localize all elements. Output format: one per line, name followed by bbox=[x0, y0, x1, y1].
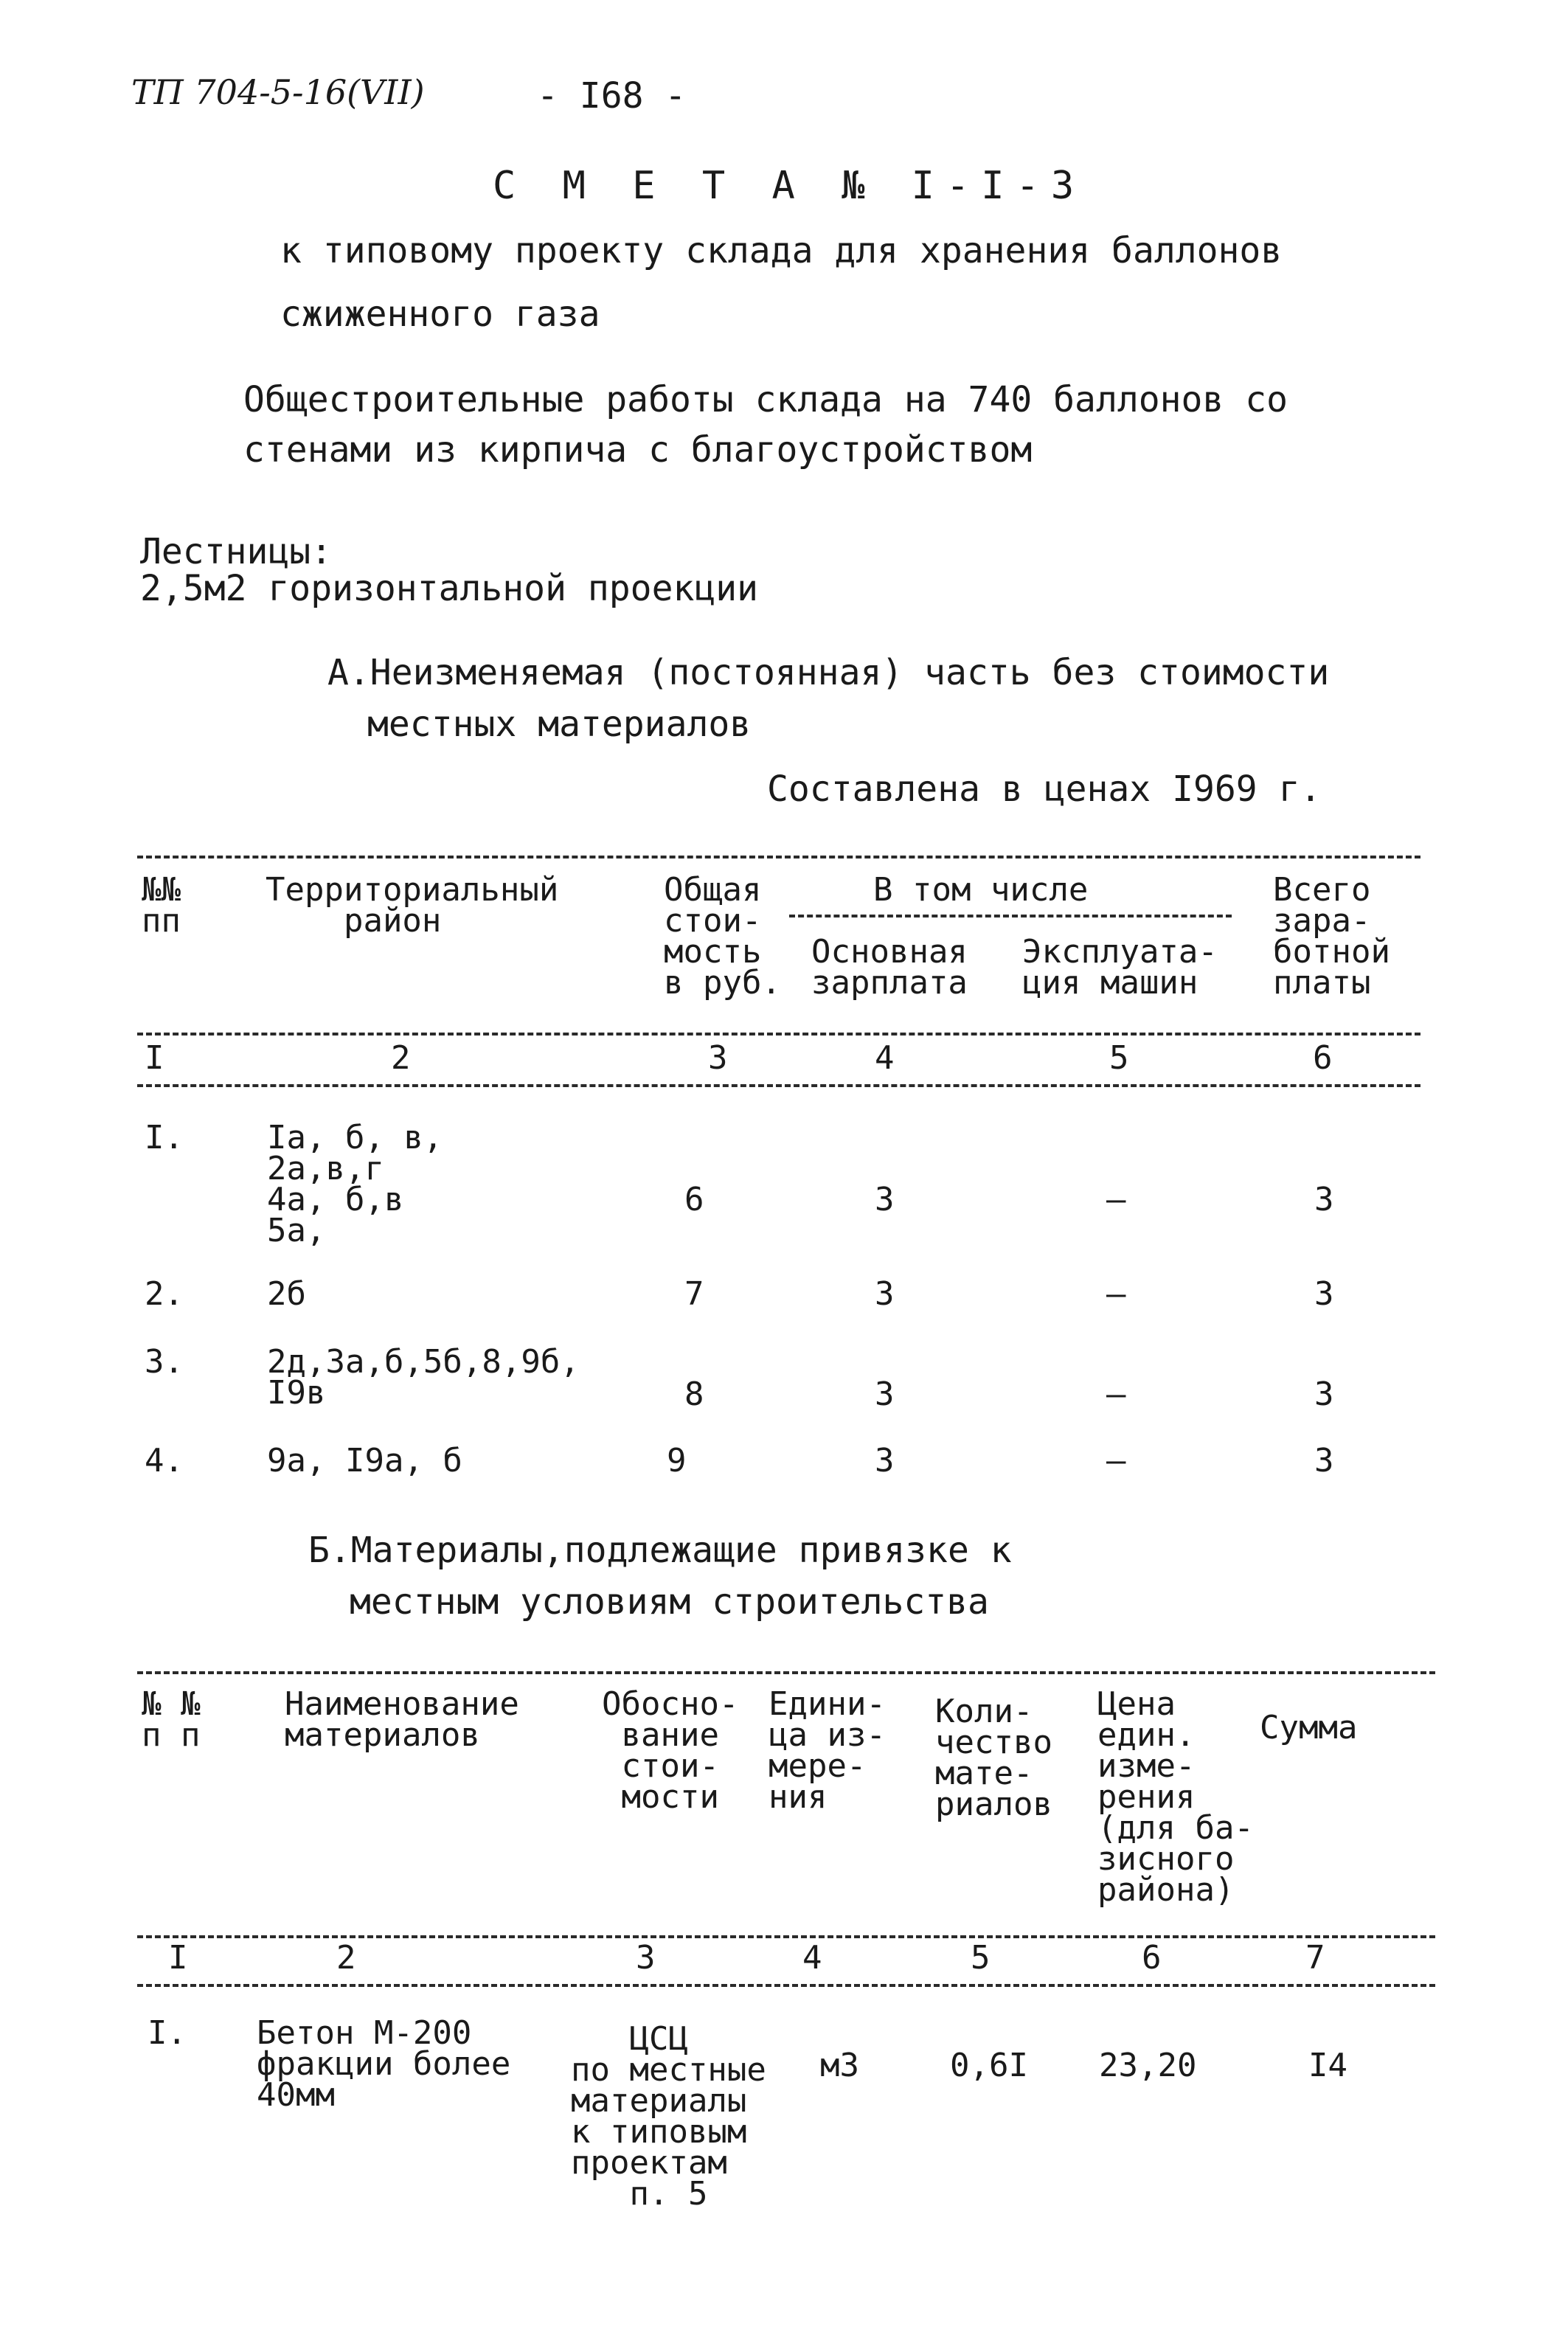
object-label: Лестницы: bbox=[140, 531, 333, 572]
sum: I4 bbox=[1308, 2047, 1347, 2084]
row-number: 3. bbox=[145, 1343, 184, 1381]
base-wage: 3 bbox=[875, 1275, 895, 1313]
row-number: I. bbox=[148, 2014, 187, 2052]
unit-price: 23,20 bbox=[1099, 2047, 1197, 2084]
table-b-col-6-header: Цена един. изме- рения (для ба- зисного района) bbox=[1097, 1685, 1254, 1909]
machines: – bbox=[1106, 1275, 1126, 1313]
region: Iа, б, в, 2а,в,г 4а, б,в 5а, bbox=[267, 1119, 443, 1249]
table-a-col-number: I bbox=[145, 1039, 164, 1077]
base-wage: 3 bbox=[875, 1376, 895, 1413]
table-a-col-number: 3 bbox=[708, 1039, 728, 1077]
table-b-col-3-header: Обосно- вание стои- мости bbox=[602, 1685, 739, 1816]
table-b-numbers-rule bbox=[137, 1984, 1435, 1987]
table-a-col-number: 5 bbox=[1109, 1039, 1129, 1077]
table-b-col-number: 4 bbox=[802, 1939, 822, 1977]
table-a-col-2-header: Территориальный район bbox=[266, 871, 559, 940]
page-number: - I68 - bbox=[537, 75, 687, 117]
all-wages: 3 bbox=[1314, 1275, 1334, 1313]
subtitle-line-2: сжиженного газа bbox=[280, 294, 600, 335]
table-a-col-1-header: №№ пп bbox=[142, 871, 181, 940]
section-a-heading-line-2: местных материалов bbox=[367, 704, 752, 745]
table-b-col-number: 3 bbox=[636, 1939, 656, 1977]
total-cost: 7 bbox=[684, 1275, 704, 1313]
row-number: I. bbox=[145, 1119, 184, 1156]
table-a-col-5-header: Эксплуата- ция машин bbox=[1022, 933, 1218, 1002]
machines: – bbox=[1106, 1181, 1126, 1218]
table-a-col-6-header: Всего зара- ботной платы bbox=[1273, 871, 1390, 1002]
row-number: 2. bbox=[145, 1275, 184, 1313]
table-b-col-7-header: Сумма bbox=[1260, 1709, 1358, 1746]
table-b-col-5-header: Коли- чество мате- риалов bbox=[935, 1693, 1052, 1823]
work-description-line-1: Общестроительные работы склада на 740 баллонов со bbox=[243, 379, 1288, 420]
region: 2д,3а,б,5б,8,9б, I9в bbox=[267, 1343, 580, 1412]
total-cost: 6 bbox=[684, 1181, 704, 1218]
table-b-col-number: I bbox=[168, 1939, 188, 1977]
quantity: 0,6I bbox=[950, 2047, 1028, 2084]
section-b-heading-line-1: Б.Материалы,подлежащие привязке к bbox=[308, 1530, 1012, 1571]
total-cost: 8 bbox=[684, 1376, 704, 1413]
document-code: ТП 704-5-16(VII) bbox=[131, 72, 425, 112]
row-number: 4. bbox=[145, 1442, 184, 1479]
section-a-heading-line-1: А.Неизменяемая (постоянная) часть без стоимости bbox=[327, 652, 1330, 693]
table-b-col-4-header: Едини- ца из- мере- ния bbox=[769, 1685, 886, 1816]
table-b-header-rule bbox=[137, 1935, 1435, 1938]
table-b-col-number: 7 bbox=[1305, 1939, 1325, 1977]
table-b-col-number: 6 bbox=[1142, 1939, 1162, 1977]
table-a-numbers-rule bbox=[137, 1084, 1420, 1087]
estimate-title: С М Е Т А № I-I-3 bbox=[493, 164, 1086, 208]
section-b-heading-line-2: местным условиям строительства bbox=[350, 1581, 989, 1623]
base-wage: 3 bbox=[875, 1181, 895, 1218]
machines: – bbox=[1106, 1442, 1126, 1479]
table-a-col-4-header: Основная зарплата bbox=[811, 933, 968, 1002]
unit: м3 bbox=[820, 2047, 859, 2084]
region: 2б bbox=[267, 1275, 306, 1313]
table-a-col-number: 2 bbox=[391, 1039, 411, 1077]
table-b-col-1-header: № № п п bbox=[142, 1685, 201, 1754]
table-a-group-rule bbox=[789, 915, 1232, 917]
table-b-col-number: 5 bbox=[971, 1939, 991, 1977]
total-cost: 9 bbox=[667, 1442, 687, 1479]
machines: – bbox=[1106, 1376, 1126, 1413]
object-value: 2,5м2 горизонтальной проекции bbox=[140, 568, 759, 609]
table-b-col-number: 2 bbox=[336, 1939, 356, 1977]
cost-basis: ЦСЦ по местные материалы к типовым проектам п. 5 bbox=[571, 2020, 766, 2213]
region: 9а, I9а, б bbox=[267, 1442, 462, 1479]
table-a-top-rule bbox=[137, 856, 1420, 858]
all-wages: 3 bbox=[1314, 1442, 1334, 1479]
price-note: Составлена в ценах I969 г. bbox=[767, 769, 1322, 810]
table-a-header-rule bbox=[137, 1033, 1420, 1035]
all-wages: 3 bbox=[1314, 1181, 1334, 1218]
table-b-top-rule bbox=[137, 1671, 1435, 1674]
material-name: Бетон М-200 фракции более 40мм bbox=[257, 2014, 511, 2114]
table-a-col-number: 6 bbox=[1313, 1039, 1333, 1077]
table-b-col-2-header: Наименование материалов bbox=[285, 1685, 519, 1754]
table-a-col-number: 4 bbox=[875, 1039, 895, 1077]
table-a-col-3-header: Общая стои- мость в руб. bbox=[664, 871, 781, 1002]
work-description-line-2: стенами из кирпича с благоустройством bbox=[243, 429, 1033, 471]
subtitle-line-1: к типовому проекту склада для хранения баллонов bbox=[280, 230, 1283, 271]
all-wages: 3 bbox=[1314, 1376, 1334, 1413]
base-wage: 3 bbox=[875, 1442, 895, 1479]
table-a-group-header: В том числе bbox=[873, 871, 1089, 909]
